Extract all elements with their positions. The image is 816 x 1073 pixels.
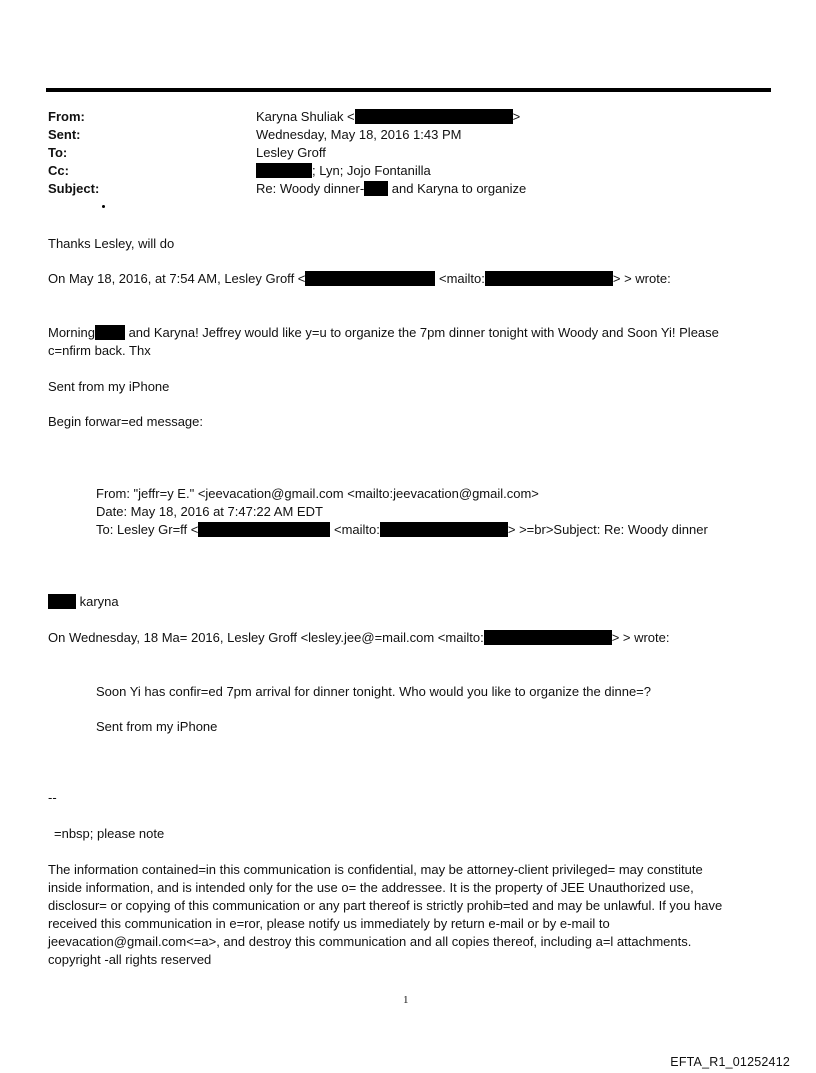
cc-label: Cc: bbox=[48, 163, 69, 178]
morning-line-2: c=nfirm back. Thx bbox=[48, 343, 151, 358]
redaction-box bbox=[95, 325, 125, 340]
forwarded-from: From: "jeffr=y E." <jeevacation@gmail.com <mailto:jeevacation@gmail.com> bbox=[96, 486, 539, 501]
redaction-box bbox=[198, 522, 330, 537]
disclaimer-line: received this communication in e=ror, please notify us immediately by return e-mail or by e-mail to bbox=[48, 916, 610, 931]
sent-from-iphone-2: Sent from my iPhone bbox=[96, 719, 218, 734]
disclaimer-line: disclosur= or copying of this communication or any part thereof is strictly prohib=ted and may be unlawful. If you have bbox=[48, 898, 723, 913]
sent-from-iphone: Sent from my iPhone bbox=[48, 379, 170, 394]
redaction-box bbox=[355, 109, 513, 124]
disclaimer-line: inside information, and is intended only for the use o= the addressee. It is the property of JEE Unauthorized use, bbox=[48, 880, 694, 895]
to-value: Lesley Groff bbox=[256, 145, 326, 160]
forwarded-to: To: Lesley Gr=ff < <mailto: > >=br>Subject: Re: Woody dinner bbox=[96, 522, 708, 537]
quote-line-1: On May 18, 2016, at 7:54 AM, Lesley Groff < <mailto: > > wrote: bbox=[48, 271, 671, 286]
redaction-box bbox=[485, 271, 613, 286]
redaction-box bbox=[484, 630, 612, 645]
sent-label: Sent: bbox=[48, 127, 81, 142]
signature-dash: -- bbox=[48, 790, 57, 805]
redaction-box bbox=[305, 271, 435, 286]
redaction-box bbox=[364, 181, 388, 196]
redaction-box bbox=[380, 522, 508, 537]
from-label: From: bbox=[48, 109, 85, 124]
stray-dot bbox=[102, 205, 105, 208]
from-value: Karyna Shuliak < > bbox=[256, 109, 521, 124]
bates-number: EFTA_R1_01252412 bbox=[670, 1055, 790, 1069]
header-rule bbox=[46, 88, 771, 92]
cc-value: ; Lyn; Jojo Fontanilla bbox=[256, 162, 431, 180]
page-number: 1 bbox=[403, 994, 409, 1006]
redaction-box bbox=[48, 594, 76, 609]
subject-label: Subject: bbox=[48, 181, 100, 196]
sent-value: Wednesday, May 18, 2016 1:43 PM bbox=[256, 127, 462, 142]
redaction-box bbox=[256, 163, 312, 178]
nbsp-note: =nbsp; please note bbox=[54, 826, 165, 841]
quote-line-2: On Wednesday, 18 Ma= 2016, Lesley Groff <lesley.jee@=mail.com <mailto: > > wrote: bbox=[48, 630, 670, 645]
morning-line: Morning and Karyna! Jeffrey would like y=u to organize the 7pm dinner tonight with Woody and Soon Yi! Please bbox=[48, 325, 719, 340]
soonyi-line: Soon Yi has confir=ed 7pm arrival for dinner tonight. Who would you like to organize the dinne=? bbox=[96, 684, 652, 699]
forwarded-date: Date: May 18, 2016 at 7:47:22 AM EDT bbox=[96, 504, 323, 519]
begin-forwarded: Begin forwar=ed message: bbox=[48, 414, 204, 429]
to-label: To: bbox=[48, 145, 68, 160]
disclaimer-line: The information contained=in this communication is confidential, may be attorney-client privileged= may constitute bbox=[48, 862, 703, 877]
karyna-line: karyna bbox=[48, 593, 119, 611]
disclaimer-line: jeevacation@gmail.com<=a>, and destroy this communication and all copies thereof, including a=l attachments. bbox=[48, 934, 692, 949]
reply-text: Thanks Lesley, will do bbox=[48, 236, 175, 251]
disclaimer-line: copyright -all rights reserved bbox=[48, 952, 212, 967]
subject-value: Re: Woody dinner- and Karyna to organize bbox=[256, 181, 527, 196]
